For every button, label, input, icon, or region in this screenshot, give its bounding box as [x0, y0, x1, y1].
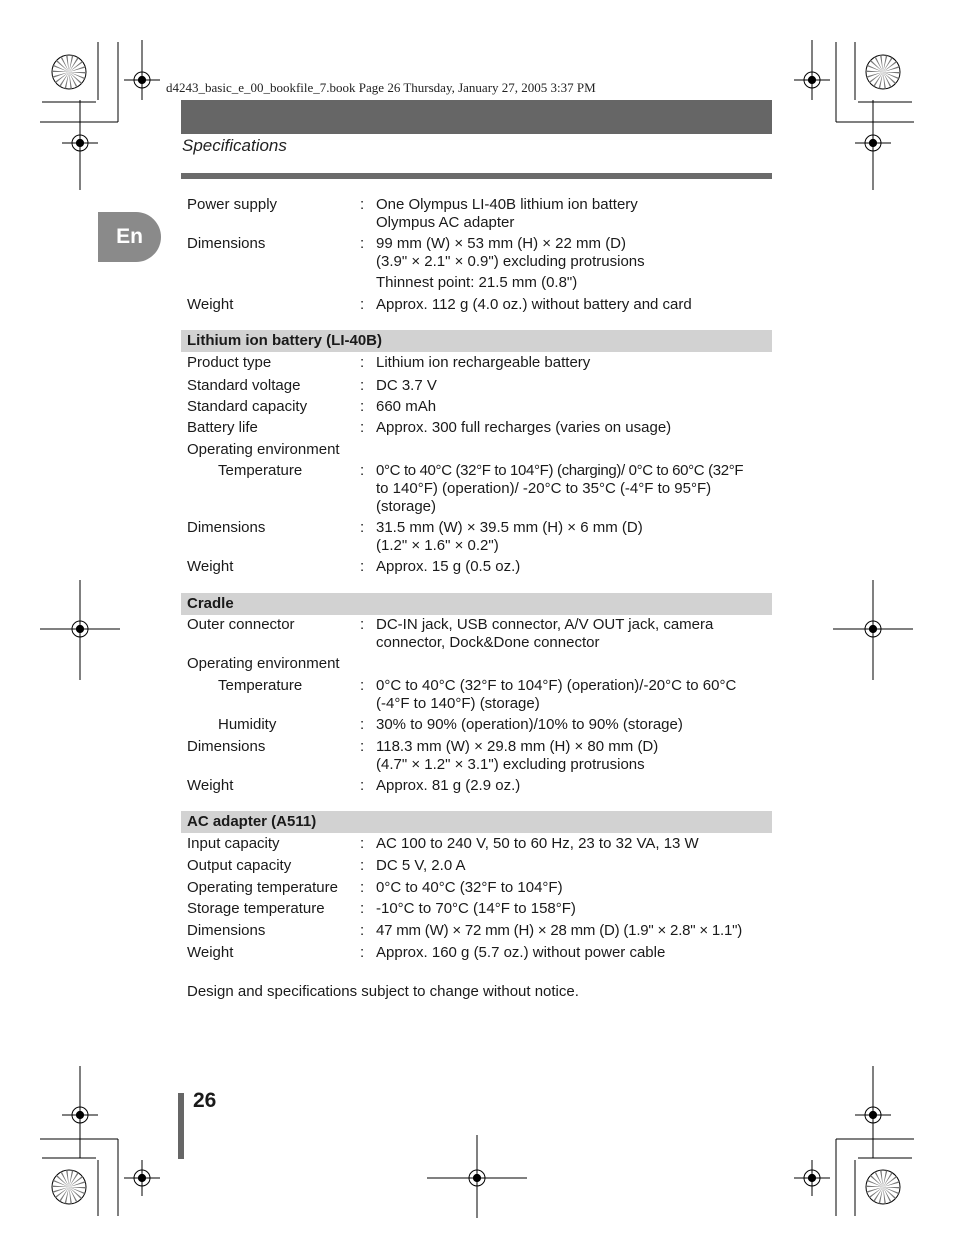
spec-value-line: Approx. 300 full recharges (varies on usage)	[376, 419, 672, 436]
star-ray	[870, 1175, 883, 1187]
spec-label: Operating environment	[187, 441, 340, 458]
spec-value-line: 660 mAh	[376, 398, 437, 415]
spec-colon: :	[360, 900, 365, 917]
cradle-section-heading: Cradle	[181, 593, 772, 615]
spec-value	[376, 857, 774, 875]
spec-colon: :	[360, 462, 365, 479]
language-tab: En	[98, 212, 161, 262]
header-bar	[181, 100, 772, 134]
spec-colon: :	[360, 398, 365, 415]
spec-label: Temperature	[218, 462, 303, 479]
spec-value-line: 118.3 mm (W) × 29.8 mm (H) × 80 mm (D)	[376, 738, 659, 755]
spec-colon: :	[360, 354, 365, 371]
star-ray	[53, 72, 69, 78]
spec-label: Power supply	[187, 196, 278, 213]
spec-value	[376, 354, 774, 372]
star-ray	[52, 71, 69, 72]
spec-colon: :	[360, 777, 365, 794]
star-ray	[69, 1187, 86, 1188]
spec-label: Standard capacity	[187, 398, 308, 415]
spec-value	[376, 558, 774, 576]
spec-label: Dimensions	[187, 738, 266, 755]
star-ray	[65, 1187, 69, 1204]
spec-label: Weight	[187, 777, 234, 794]
star-ray	[870, 60, 883, 72]
star-ray	[65, 72, 69, 89]
spec-value	[376, 377, 774, 395]
star-ray	[69, 72, 82, 84]
spec-colon: :	[360, 738, 365, 755]
spec-value-line: (storage)	[376, 498, 437, 515]
spec-value-line: to 140°F) (operation)/ -20°C to 35°C (-4°F to 95°F)	[376, 480, 712, 497]
spec-label: Weight	[187, 944, 234, 961]
star-ray	[866, 71, 883, 72]
star-ray	[69, 55, 73, 72]
spec-value-line: (4.7" × 1.2" × 3.1") excluding protrusions	[376, 756, 645, 773]
spec-value	[376, 419, 774, 437]
star-ray	[69, 72, 72, 89]
spec-value-line: -10°C to 70°C (14°F to 158°F)	[376, 900, 576, 917]
spec-value-line: (1.2" × 1.6" × 0.2")	[376, 537, 499, 554]
spec-label: Output capacity	[187, 857, 292, 874]
header-rule	[181, 173, 772, 179]
page-number: 26	[193, 1089, 217, 1112]
spec-value-line: DC-IN jack, USB connector, A/V OUT jack, camera	[376, 616, 714, 633]
spec-value	[376, 196, 774, 232]
spec-colon: :	[360, 857, 365, 874]
spec-colon: :	[360, 922, 365, 939]
star-ray	[883, 72, 896, 84]
star-ray	[52, 1186, 69, 1187]
spec-value	[376, 677, 774, 713]
spec-value-line: (3.9" × 2.1" × 0.9") excluding protrusions	[376, 253, 645, 270]
spec-label: Weight	[187, 558, 234, 575]
spec-label: Dimensions	[187, 235, 266, 252]
spec-value-line: connector, Dock&Done connector	[376, 634, 600, 651]
star-ray	[883, 72, 886, 89]
star-ray	[69, 72, 86, 73]
star-ray	[883, 72, 900, 73]
star-ray	[69, 1181, 85, 1187]
page-number-bar	[178, 1093, 184, 1159]
star-ray	[69, 66, 85, 72]
spec-label: Product type	[187, 354, 272, 371]
spec-value-line: 30% to 90% (operation)/10% to 90% (storage)	[376, 716, 683, 733]
spec-value	[376, 519, 774, 555]
spec-value-line: 47 mm (W) × 72 mm (H) × 28 mm (D) (1.9" × 2.8" × 1.1")	[376, 922, 743, 939]
star-ray	[883, 55, 887, 72]
spec-label: Battery life	[187, 419, 258, 436]
star-ray	[883, 1187, 896, 1199]
spec-value-line: 0°C to 40°C (32°F to 104°F)	[376, 879, 563, 896]
spec-value	[376, 616, 774, 652]
spec-value-line: AC 100 to 240 V, 50 to 60 Hz, 23 to 32 VA, 13 W	[376, 835, 699, 852]
spec-value-line: 0°C to 40°C (32°F to 104°F) (charging)/ 0°C to 60°C (32°F	[376, 462, 744, 479]
spec-label: Operating environment	[187, 655, 340, 672]
star-ray	[69, 1187, 82, 1199]
star-ray	[867, 72, 883, 78]
spec-value-line: Lithium ion rechargeable battery	[376, 354, 591, 371]
spec-value	[376, 900, 774, 918]
spec-value-line: One Olympus LI-40B lithium ion battery	[376, 196, 638, 213]
spec-value-line: Approx. 160 g (5.7 oz.) without power cable	[376, 944, 666, 961]
spec-label: Storage temperature	[187, 900, 325, 917]
spec-colon: :	[360, 835, 365, 852]
section-title: Specifications	[182, 136, 287, 155]
spec-colon: :	[360, 296, 365, 313]
spec-value-line: (-4°F to 140°F) (storage)	[376, 695, 540, 712]
spec-value	[376, 922, 774, 940]
spec-value-line: Olympus AC adapter	[376, 214, 515, 231]
star-ray	[867, 1187, 883, 1193]
spec-colon: :	[360, 944, 365, 961]
spec-value-line: Thinnest point: 21.5 mm (0.8")	[376, 274, 578, 291]
spec-value	[376, 944, 774, 962]
spec-value-line: Approx. 81 g (2.9 oz.)	[376, 777, 521, 794]
spec-colon: :	[360, 235, 365, 252]
star-ray	[880, 1170, 883, 1187]
star-ray	[879, 1187, 883, 1204]
spec-value-line: Approx. 112 g (4.0 oz.) without battery and card	[376, 296, 692, 313]
spec-colon: :	[360, 879, 365, 896]
spec-value	[376, 462, 774, 516]
star-ray	[883, 66, 899, 72]
spec-label: Temperature	[218, 677, 303, 694]
star-ray	[69, 1187, 72, 1204]
spec-label: Standard voltage	[187, 377, 301, 394]
spec-colon: :	[360, 519, 365, 536]
spec-value-line: DC 3.7 V	[376, 377, 437, 394]
spec-value	[376, 235, 774, 292]
spec-value	[376, 296, 774, 314]
star-ray	[56, 60, 69, 72]
spec-label: Operating temperature	[187, 879, 338, 896]
star-ray	[66, 1170, 69, 1187]
star-ray	[883, 1187, 900, 1188]
spec-colon: :	[360, 558, 365, 575]
spec-value	[376, 835, 774, 853]
spec-value	[376, 738, 774, 774]
spec-value	[376, 879, 774, 897]
spec-label: Input capacity	[187, 835, 280, 852]
spec-value-line: Approx. 15 g (0.5 oz.)	[376, 558, 521, 575]
star-ray	[883, 1181, 899, 1187]
print-slug-line: d4243_basic_e_00_bookfile_7.book Page 26 Thursday, January 27, 2005 3:37 PM	[166, 80, 596, 95]
spec-colon: :	[360, 616, 365, 633]
spec-value-line: DC 5 V, 2.0 A	[376, 857, 466, 874]
spec-colon: :	[360, 419, 365, 436]
spec-value	[376, 777, 774, 795]
spec-colon: :	[360, 196, 365, 213]
spec-value	[376, 716, 774, 734]
battery-section-heading: Lithium ion battery (LI-40B)	[181, 330, 772, 352]
spec-value	[376, 398, 774, 416]
star-ray	[883, 1187, 886, 1204]
star-ray	[53, 1187, 69, 1193]
star-ray	[66, 55, 69, 72]
footnote: Design and specifications subject to change without notice.	[187, 983, 579, 1000]
spec-colon: :	[360, 716, 365, 733]
spec-value-line: 0°C to 40°C (32°F to 104°F) (operation)/-20°C to 60°C	[376, 677, 737, 694]
spec-label: Dimensions	[187, 519, 266, 536]
star-ray	[56, 1175, 69, 1187]
spec-label: Dimensions	[187, 922, 266, 939]
adapter-section-heading: AC adapter (A511)	[181, 811, 772, 833]
star-ray	[880, 55, 883, 72]
spec-label: Weight	[187, 296, 234, 313]
spec-value-line: 99 mm (W) × 53 mm (H) × 22 mm (D)	[376, 235, 627, 252]
spec-value-line: 31.5 mm (W) × 39.5 mm (H) × 6 mm (D)	[376, 519, 643, 536]
spec-colon: :	[360, 377, 365, 394]
star-ray	[69, 1170, 73, 1187]
star-ray	[883, 1170, 887, 1187]
star-ray	[879, 72, 883, 89]
spec-label: Outer connector	[187, 616, 295, 633]
spec-colon: :	[360, 677, 365, 694]
spec-label: Humidity	[218, 716, 277, 733]
star-ray	[866, 1186, 883, 1187]
